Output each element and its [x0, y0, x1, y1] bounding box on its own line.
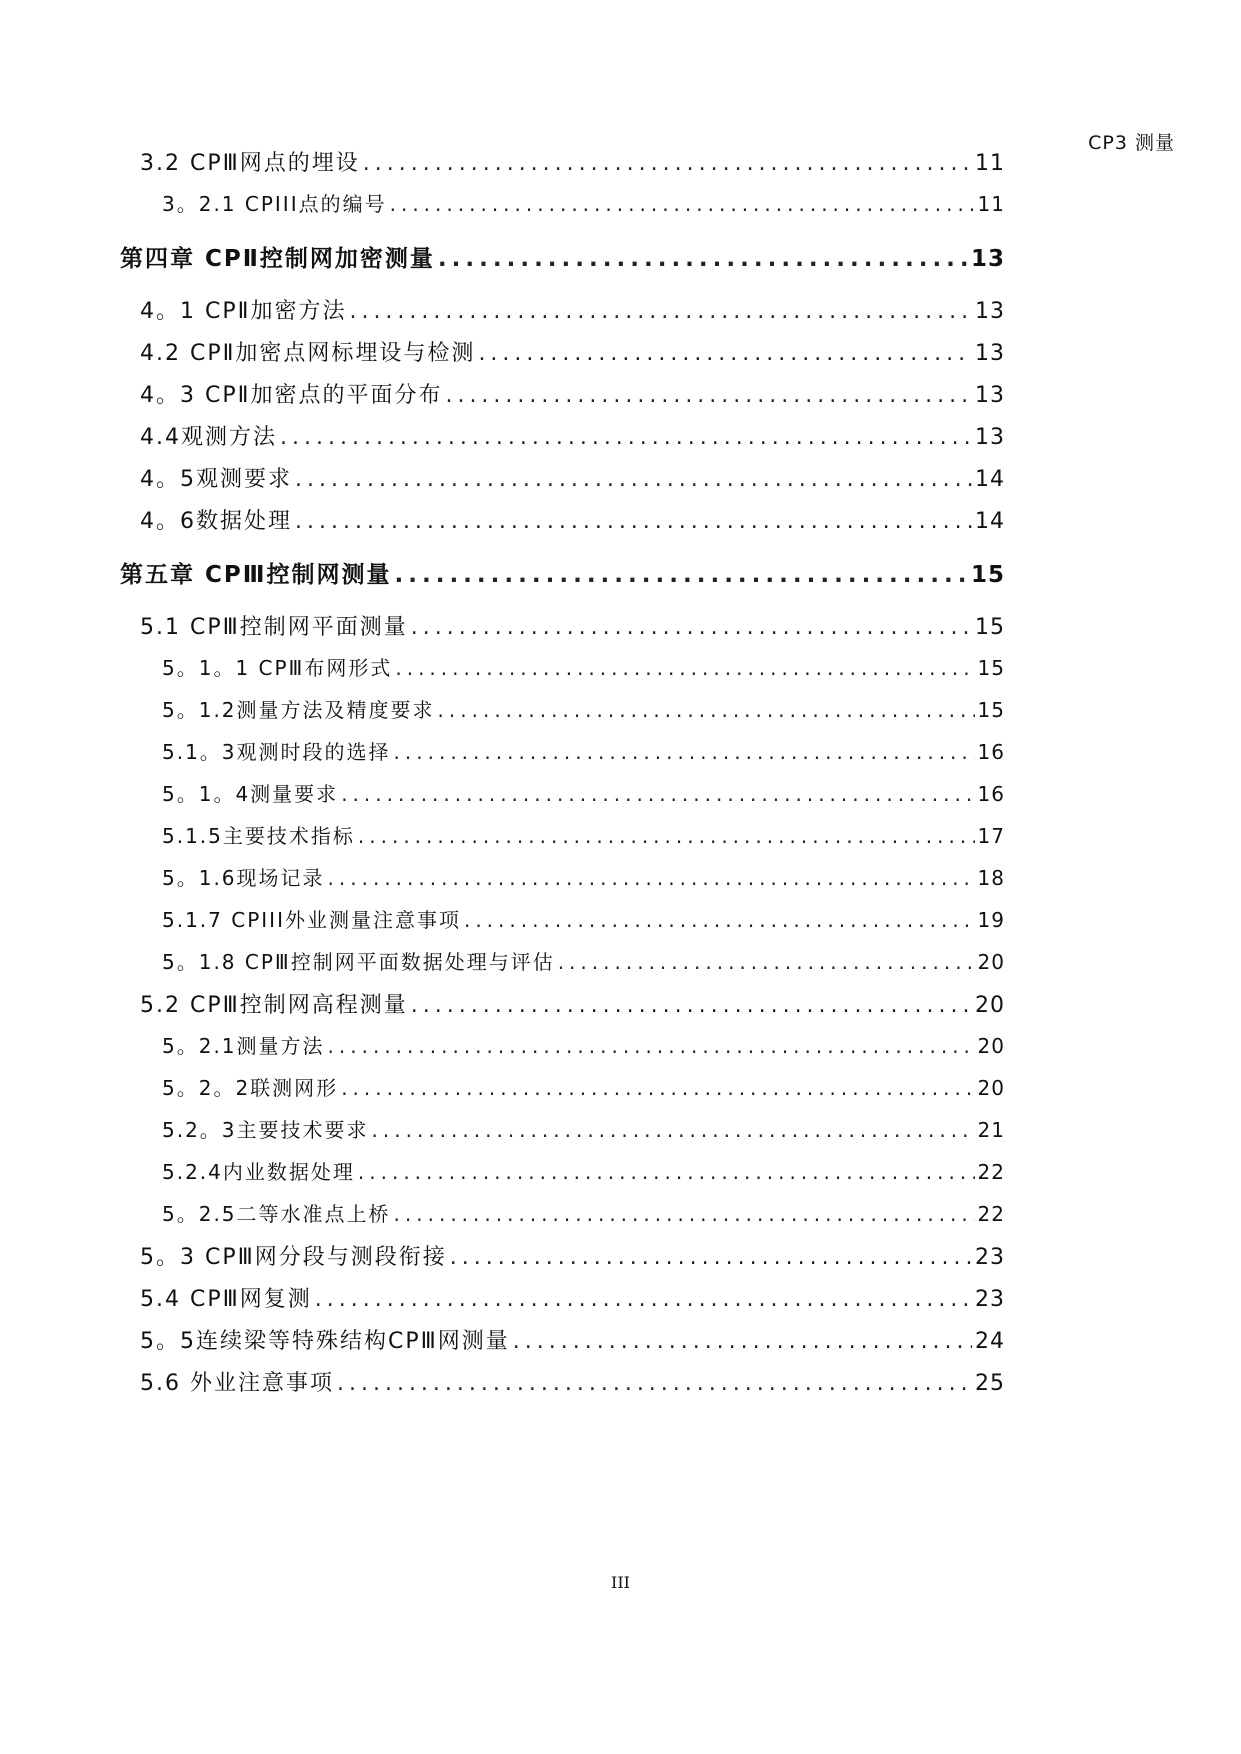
toc-entry [162, 1198, 1005, 1227]
toc-entry-page: 18 [977, 866, 1005, 890]
toc-entry-page: 17 [977, 824, 1005, 848]
toc-dot-leader [558, 950, 975, 974]
toc-entry-page: 25 [975, 1371, 1005, 1396]
toc-entry [140, 1324, 1005, 1355]
toc-entry-page: 23 [975, 1245, 1005, 1270]
toc-entry [140, 1282, 1005, 1313]
toc-entry-title: 5.1 CPⅢ控制网平面测量 [140, 615, 408, 640]
toc-entry-title: 第四章 CPⅡ控制网加密测量 [120, 246, 435, 272]
toc-dot-leader [464, 908, 975, 932]
toc-entry-title: 5。2。2联测网形 [162, 1076, 339, 1100]
toc-entry-title: 5.2 CPⅢ控制网高程测量 [140, 993, 408, 1018]
toc-dot-leader [280, 425, 972, 450]
toc-entry-page: 16 [977, 740, 1005, 764]
toc-entry-title: 4.4观测方法 [140, 425, 277, 450]
toc-dot-leader [358, 1160, 975, 1184]
toc-entry-title: 3.2 CPⅢ网点的埋设 [140, 151, 360, 176]
toc-entry-title: 5.2。3主要技术要求 [162, 1118, 369, 1142]
toc-entry-page: 13 [975, 341, 1005, 366]
toc-dot-leader [394, 1202, 975, 1226]
toc-entry-title: 5。1.6现场记录 [162, 866, 325, 890]
toc-entry-title: 5。2.5二等水准点上桥 [162, 1202, 391, 1226]
toc-entry-page: 13 [975, 299, 1005, 324]
toc-entry [140, 1240, 1005, 1271]
toc-entry-page: 11 [975, 151, 1005, 176]
toc-dot-leader [372, 1118, 975, 1142]
toc-dot-leader [450, 1245, 972, 1270]
toc-entry-page: 20 [977, 1076, 1005, 1100]
toc-entry-page: 20 [977, 1034, 1005, 1058]
toc-entry-page: 11 [977, 192, 1005, 216]
toc-entry [162, 652, 1005, 681]
toc-dot-leader [295, 509, 972, 534]
page-number: III [611, 1573, 630, 1592]
toc-entry-page: 22 [977, 1202, 1005, 1226]
toc-entry-title: 5。3 CPⅢ网分段与测段衔接 [140, 1245, 447, 1270]
toc-entry [162, 736, 1005, 765]
toc-dot-leader [395, 656, 974, 680]
toc-entry [140, 420, 1005, 451]
toc-entry-page: 13 [975, 383, 1005, 408]
toc-dot-leader [341, 782, 974, 806]
toc-entry-page: 15 [970, 562, 1005, 588]
toc-entry-page: 16 [977, 782, 1005, 806]
toc-entry-title: 3。2.1 CPIII点的编号 [162, 192, 387, 216]
toc-dot-leader [349, 299, 972, 324]
toc-entry [162, 1072, 1005, 1101]
toc-entry [140, 610, 1005, 641]
toc-entry-title: 第五章 CPⅢ控制网测量 [120, 562, 392, 588]
toc-entry-title: 5。5连续梁等特殊结构CPⅢ网测量 [140, 1329, 510, 1354]
toc-entry-page: 19 [977, 908, 1005, 932]
toc-entry-page: 15 [975, 615, 1005, 640]
toc-entry-title: 5。2.1测量方法 [162, 1034, 325, 1058]
toc-entry-page: 23 [975, 1287, 1005, 1312]
toc-dot-leader [363, 151, 972, 176]
toc-entry [162, 1114, 1005, 1143]
toc-dot-leader [315, 1287, 972, 1312]
toc-dot-leader [411, 993, 972, 1018]
toc-entry [140, 294, 1005, 325]
toc-dot-leader [438, 246, 968, 272]
toc-entry [162, 1156, 1005, 1185]
toc-entry [162, 904, 1005, 933]
toc-entry [162, 946, 1005, 975]
toc-entry-title: 4.2 CPⅡ加密点网标埋设与检测 [140, 341, 476, 366]
toc-entry [162, 862, 1005, 891]
toc-entry-title: 5。1。4测量要求 [162, 782, 339, 806]
toc-entry [140, 336, 1005, 367]
toc-entry [162, 188, 1005, 217]
toc-entry-page: 24 [975, 1329, 1005, 1354]
toc-chapter-entry [120, 556, 1005, 589]
toc-dot-leader [513, 1329, 972, 1354]
toc-entry-page: 13 [975, 425, 1005, 450]
toc-entry-page: 14 [975, 509, 1005, 534]
toc-entry-title: 5.6 外业注意事项 [140, 1371, 334, 1396]
toc-entry [140, 146, 1005, 177]
toc-entry [162, 1030, 1005, 1059]
toc-dot-leader [411, 615, 972, 640]
toc-entry-title: 5.4 CPⅢ网复测 [140, 1287, 312, 1312]
toc-entry [140, 504, 1005, 535]
toc-entry-title: 4。6数据处理 [140, 509, 292, 534]
toc-entry-title: 4。1 CPⅡ加密方法 [140, 299, 347, 324]
toc-dot-leader [358, 824, 975, 848]
toc-entry [140, 378, 1005, 409]
toc-dot-leader [337, 1371, 972, 1396]
toc-dot-leader [478, 341, 972, 366]
toc-dot-leader [394, 740, 975, 764]
toc-chapter-entry [120, 240, 1005, 273]
toc-dot-leader [438, 698, 975, 722]
toc-entry-page: 22 [977, 1160, 1005, 1184]
toc-dot-leader [328, 1034, 975, 1058]
toc-entry-title: 5。1.2测量方法及精度要求 [162, 698, 435, 722]
toc-entry-title: 5。1。1 CPⅢ布网形式 [162, 656, 393, 680]
toc-entry-title: 5.1。3观测时段的选择 [162, 740, 391, 764]
toc-entry-page: 21 [977, 1118, 1005, 1142]
toc-dot-leader [341, 1076, 974, 1100]
toc-entry-title: 5。1.8 CPⅢ控制网平面数据处理与评估 [162, 950, 555, 974]
toc-entry-page: 15 [977, 698, 1005, 722]
toc-entry-title: 5.2.4内业数据处理 [162, 1160, 355, 1184]
toc-entry-title: 4。3 CPⅡ加密点的平面分布 [140, 383, 443, 408]
toc-entry-title: 5.1.5主要技术指标 [162, 824, 355, 848]
toc-entry [140, 988, 1005, 1019]
toc-dot-leader [390, 192, 975, 216]
toc-entry-page: 14 [975, 467, 1005, 492]
toc-entry [162, 694, 1005, 723]
toc-dot-leader [295, 467, 972, 492]
toc-dot-leader [395, 562, 968, 588]
toc-dot-leader [328, 866, 975, 890]
toc-entry [140, 1366, 1005, 1397]
toc-entry-page: 20 [977, 950, 1005, 974]
toc-entry-title: 4。5观测要求 [140, 467, 292, 492]
toc-entry-page: 13 [970, 246, 1005, 272]
toc-entry [162, 778, 1005, 807]
toc-dot-leader [445, 383, 972, 408]
page-header: CP3 测量 [1088, 132, 1175, 154]
toc-entry-page: 20 [975, 993, 1005, 1018]
toc-entry-page: 15 [977, 656, 1005, 680]
toc-entry-title: 5.1.7 CPIII外业测量注意事项 [162, 908, 461, 932]
toc-entry [140, 462, 1005, 493]
toc-entry [162, 820, 1005, 849]
